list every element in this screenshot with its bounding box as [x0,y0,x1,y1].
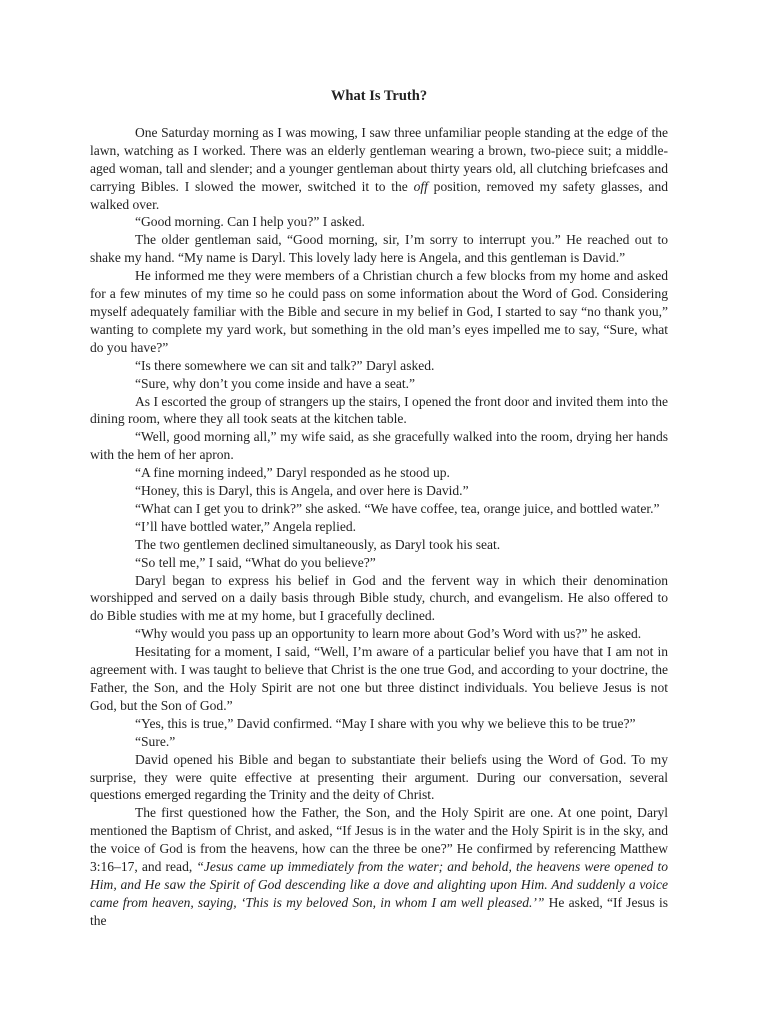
page-title: What Is Truth? [330,88,428,104]
paragraph-text: He informed me they were members of a Christian church a few blocks from my home and asked for a few minutes of my time so he could pass on some information about the Word of God. Considering myself adequately familiar with the Bible and secure in my belief in God, I started to say “no thank you,” wanting to complete my yard work, but something in the old man’s eyes impelled me to say, “Sure, what do you have?” [90,268,668,355]
paragraph-text: The two gentlemen declined simultaneously, as Daryl took his seat. [135,536,501,552]
paragraph-text: “What can I get you to drink?” she asked. “We have coffee, tea, orange juice, and bottled water.” [135,500,660,516]
paragraph-text: “So tell me,” I said, “What do you believe?” [135,554,376,570]
paragraph [90,213,668,231]
paragraph-text: The older gentleman said, “Good morning, sir, I’m sorry to interrupt you.” He reached out to shake my hand. “My name is Daryl. This lovely lady here is Angela, and this gentleman is David.” [90,232,668,266]
paragraph-text: “A fine morning indeed,” Daryl responded as he stood up. [135,465,450,481]
paragraph-text: David opened his Bible and began to substantiate their beliefs using the Word of God. To my surprise, they were quite effective at presenting their argument. During our conversation, several questions emerged regarding the Trinity and the deity of Christ. [90,751,668,803]
paragraph-text: “Is there somewhere we can sit and talk?” Daryl asked. [135,357,435,373]
paragraph-text: “Why would you pass up an opportunity to learn more about God’s Word with us?” he asked. [135,626,642,642]
paragraph [90,733,668,751]
paragraph [90,375,668,393]
paragraph [90,625,668,643]
paragraph [90,231,668,267]
paragraph-text: “Good morning. Can I help you?” I asked. [135,214,365,230]
document-page [90,88,668,930]
paragraph-text: “Yes, this is true,” David confirmed. “May I share with you why we believe this to be true?” [135,715,636,731]
paragraph [90,124,668,214]
italic-text: “Jesus came up immediately from the water; and behold, the heavens were opened to Him, and He saw the Spirit of God descending like a dove and alighting upon Him. And suddenly a voice came from heaven, saying, ‘This is my beloved Son, in whom I am well pleased.’” [90,859,668,910]
paragraph-text: He asked, “If Jesus is the [90,894,668,928]
paragraph [90,572,668,626]
paragraph [90,357,668,375]
paragraph-text: “Honey, this is Daryl, this is Angela, and over here is David.” [135,483,469,499]
paragraph [90,554,668,572]
paragraph-text: Daryl began to express his belief in God and the fervent way in which their denomination worshipped and served on a daily basis through Bible study, church, and evangelism. He also offered to do Bible studies with me at my home, but I gracefully declined. [90,572,668,624]
paragraph-text: One Saturday morning as I was mowing, I saw three unfamiliar people standing at the edge of the lawn, watching as I worked. There was an elderly gentleman wearing a brown, two-piece suit; a middle-aged woman, tall and slender; and a younger gentleman about thirty years old, all clutching briefcases and carrying Bibles. I slowed the mower, switched it to the [90,124,668,194]
paragraph [90,536,668,554]
paragraph-text: Hesitating for a moment, I said, “Well, I’m aware of a particular belief you have that I am not in agreement with. I was taught to believe that Christ is the one true God, and according to your doctrine, the Father, the Son, and the Holy Spirit are not one but three distinct individuals. You believe Jesus is not God, but the Son of God.” [90,644,668,713]
paragraph [90,643,668,715]
paragraph [90,518,668,536]
paragraph-text: “Well, good morning all,” my wife said, as she gracefully walked into the room, drying her hands with the hem of her apron. [90,429,668,463]
paragraph [90,751,668,805]
paragraph [90,500,668,518]
paragraph [90,804,668,929]
paragraph [90,267,668,357]
paragraph [90,393,668,429]
paragraph-text: position, removed my safety glasses, and walked over. [90,178,668,212]
paragraph [90,482,668,500]
paragraph-text: The first questioned how the Father, the Son, and the Holy Spirit are one. At one point, Daryl mentioned the Baptism of Christ, and asked, “If Jesus is in the water and the Holy Spirit is in the sky, and the voice of God is from the heavens, how can the three be one?” He confirmed by referencing Matthew 3:16–17, and read, [90,805,668,875]
paragraph-text: “I’ll have bottled water,” Angela replied. [135,518,357,534]
paragraph [90,464,668,482]
paragraph-text: As I escorted the group of strangers up the stairs, I opened the front door and invited them into the dining room, where they all took seats at the kitchen table. [90,393,668,427]
italic-text: off [413,178,428,194]
paragraph [90,428,668,464]
paragraph [90,715,668,733]
paragraph-text: “Sure, why don’t you come inside and have a seat.” [135,375,416,391]
document-body [90,124,668,930]
paragraph-text: “Sure.” [135,733,176,749]
